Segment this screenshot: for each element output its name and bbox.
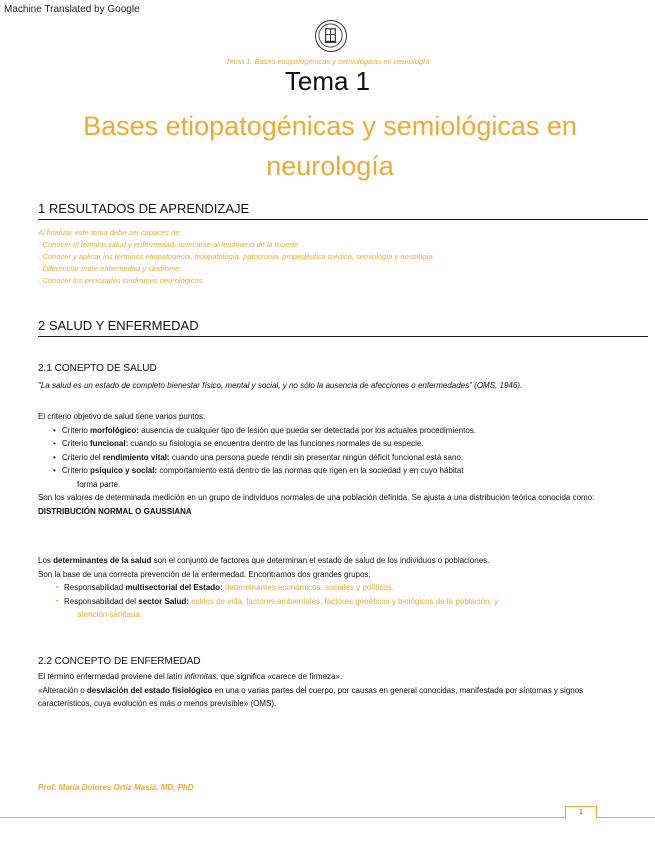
criteria-list [38, 424, 638, 478]
determinant-groups [38, 581, 638, 608]
section-heading-learning-outcomes: 1 RESULTADOS DE APRENDIZAJE [38, 201, 648, 220]
health-criteria [38, 410, 638, 518]
list-item: • Criterio psíquico y social: comportamiento está dentro de las normas que rigen en la sociedad y en cuyo hábitat [38, 464, 638, 478]
footer-author: Prof. María Dolores Ortiz Masiá, MD, PhD [38, 783, 194, 792]
learning-outcomes [38, 227, 638, 287]
list-item: ▪ Responsabilidad del sector Salud: estilos de vida, factores ambientales, factores genéticos y biológicos de la población, y [38, 595, 638, 609]
outcome-item: · Conocer y aplicar los términos etiopatogenia, fisiopatología, patocronia, propedéutica médica, semiología y nosología. [38, 252, 435, 261]
machine-translation-badge: Machine Translated by Google [4, 4, 140, 15]
criteria-continuation: forma parte. [77, 479, 121, 489]
university-seal-icon [315, 20, 347, 52]
list-item: • Criterio del rendimiento vital: cuando una persona puede rendir sin presentar ningún déficit funcional está sano. [38, 451, 638, 465]
list-item: • Criterio funcional: cuando su fisiología se encuentra dentro de las funciones normales de su especie. [38, 437, 638, 451]
disease-etymology: El término enfermedad proviene del latín infirmitas, que significa «carece de firmeza». [38, 672, 343, 681]
list-item: ▪ Responsabilidad multisectorial del Estado: determinantes económicos, sociales y políticos. [38, 581, 638, 595]
outcome-item: · Conocer los principales síndromes neurológicos. [38, 276, 205, 285]
footer-divider [0, 817, 655, 818]
normal-values-paragraph: Son los valores de determinada medición en un grupo de individuos normales de una población definida. Se ajusta a una distribución teórica conocida como: DISTRIBUCIÓN NORMAL O GAUSSIANA [38, 493, 595, 516]
health-determinants [38, 554, 638, 622]
page-number: 1 [565, 806, 597, 819]
subsection-heading-disease: 2.2 CONCEPTO DE ENFERMEDAD [38, 656, 201, 667]
section-heading-health-disease: 2 SALUD Y ENFERMEDAD [38, 318, 648, 337]
list-item: • Criterio morfológico: ausencia de cualquier tipo de lesión que pueda ser detectada por los actuales procedimientos. [38, 424, 638, 438]
outcomes-intro: Al finalizar este tema debe ser capaces de: [38, 228, 182, 237]
document-subtitle: Bases etiopatogénicas y semiológicas en neurología [83, 111, 577, 181]
subsection-heading-health: 2.1 CONEPTO DE SALUD [38, 363, 157, 374]
determinants-line: Los determinantes de la salud son el conjunto de factores que determinan el estado de salud de los individuos o poblaciones. [38, 556, 490, 565]
document-title: Tema 1 [284, 66, 371, 96]
outcome-item: · Diferenciar entre enfermedad y síndrome. [38, 264, 182, 273]
running-header: Tema 1. Bases etiopatogénicas y semiológicas en neurología [225, 57, 430, 66]
criteria-intro: El criterio objetivo de salud tiene varios puntos: [38, 412, 206, 421]
determinants-line-2: Son la base de una correcta prevención de la enfermedad. Encontramos dos grandes grupos: [38, 569, 371, 579]
who-health-quote: "La salud es un estado de completo bienestar físico, mental y social, y no sólo la ausencia de afecciones o enfermedades" (OMS, 1946). [38, 381, 523, 390]
groups-continuation: atención sanitaria. [77, 610, 142, 619]
disease-who-definition: «Alteración o desviación del estado fisiológico en una o varias partes del cuerpo, por causas en general conocidas, manifestada por síntomas y signos característicos, cuya evolución es más o menos previsible» (OMS). [38, 685, 584, 708]
disease-definition [38, 670, 638, 711]
outcome-item: · Conocer el término salud y enfermedad, acercarse al fenómeno de la muerte. [38, 240, 301, 249]
